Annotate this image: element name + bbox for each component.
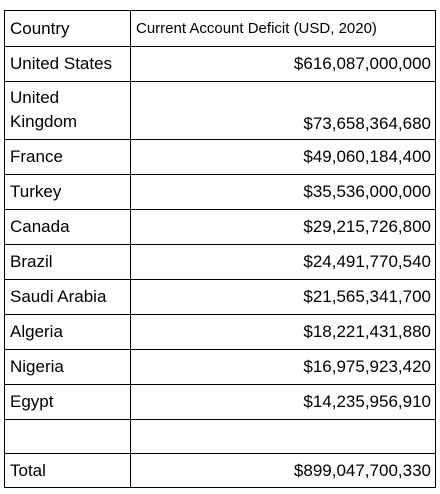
- country-cell: Saudi Arabia: [5, 280, 131, 315]
- empty-cell: [131, 420, 436, 454]
- table-row: [5, 175, 436, 210]
- total-value: $899,047,700,330: [131, 454, 436, 488]
- country-cell: Algeria: [5, 315, 131, 350]
- header-deficit: Current Account Deficit (USD, 2020): [131, 11, 436, 47]
- deficit-value-cell: $616,087,000,000: [131, 47, 436, 82]
- country-cell: Egypt: [5, 385, 131, 420]
- deficit-value-cell: $24,491,770,540: [131, 245, 436, 280]
- table-row: [5, 140, 436, 175]
- table-body: [5, 11, 436, 488]
- table-row: [5, 47, 436, 82]
- table-row: [5, 315, 436, 350]
- country-cell: Brazil: [5, 245, 131, 280]
- table-header-row: [5, 11, 436, 47]
- table-row: [5, 210, 436, 245]
- deficit-value-cell: $18,221,431,880: [131, 315, 436, 350]
- total-label: Total: [5, 454, 131, 488]
- country-cell: Canada: [5, 210, 131, 245]
- deficit-table: [4, 10, 436, 488]
- deficit-value-cell: $29,215,726,800: [131, 210, 436, 245]
- country-cell: Nigeria: [5, 350, 131, 385]
- deficit-value-cell: $49,060,184,400: [131, 140, 436, 175]
- country-cell: France: [5, 140, 131, 175]
- table-row: [5, 350, 436, 385]
- country-cell: United Kingdom: [5, 82, 131, 140]
- deficit-value-cell: $14,235,956,910: [131, 385, 436, 420]
- country-cell: Turkey: [5, 175, 131, 210]
- table-row: [5, 82, 436, 140]
- deficit-value-cell: $35,536,000,000: [131, 175, 436, 210]
- table-row: [5, 245, 436, 280]
- deficit-value-cell: $16,975,923,420: [131, 350, 436, 385]
- header-country: Country: [5, 11, 131, 47]
- deficit-value-cell: $73,658,364,680: [131, 82, 436, 140]
- total-row: [5, 454, 436, 488]
- country-cell: United States: [5, 47, 131, 82]
- table-row: [5, 280, 436, 315]
- table-row: [5, 385, 436, 420]
- empty-row: [5, 420, 436, 454]
- empty-cell: [5, 420, 131, 454]
- deficit-value-cell: $21,565,341,700: [131, 280, 436, 315]
